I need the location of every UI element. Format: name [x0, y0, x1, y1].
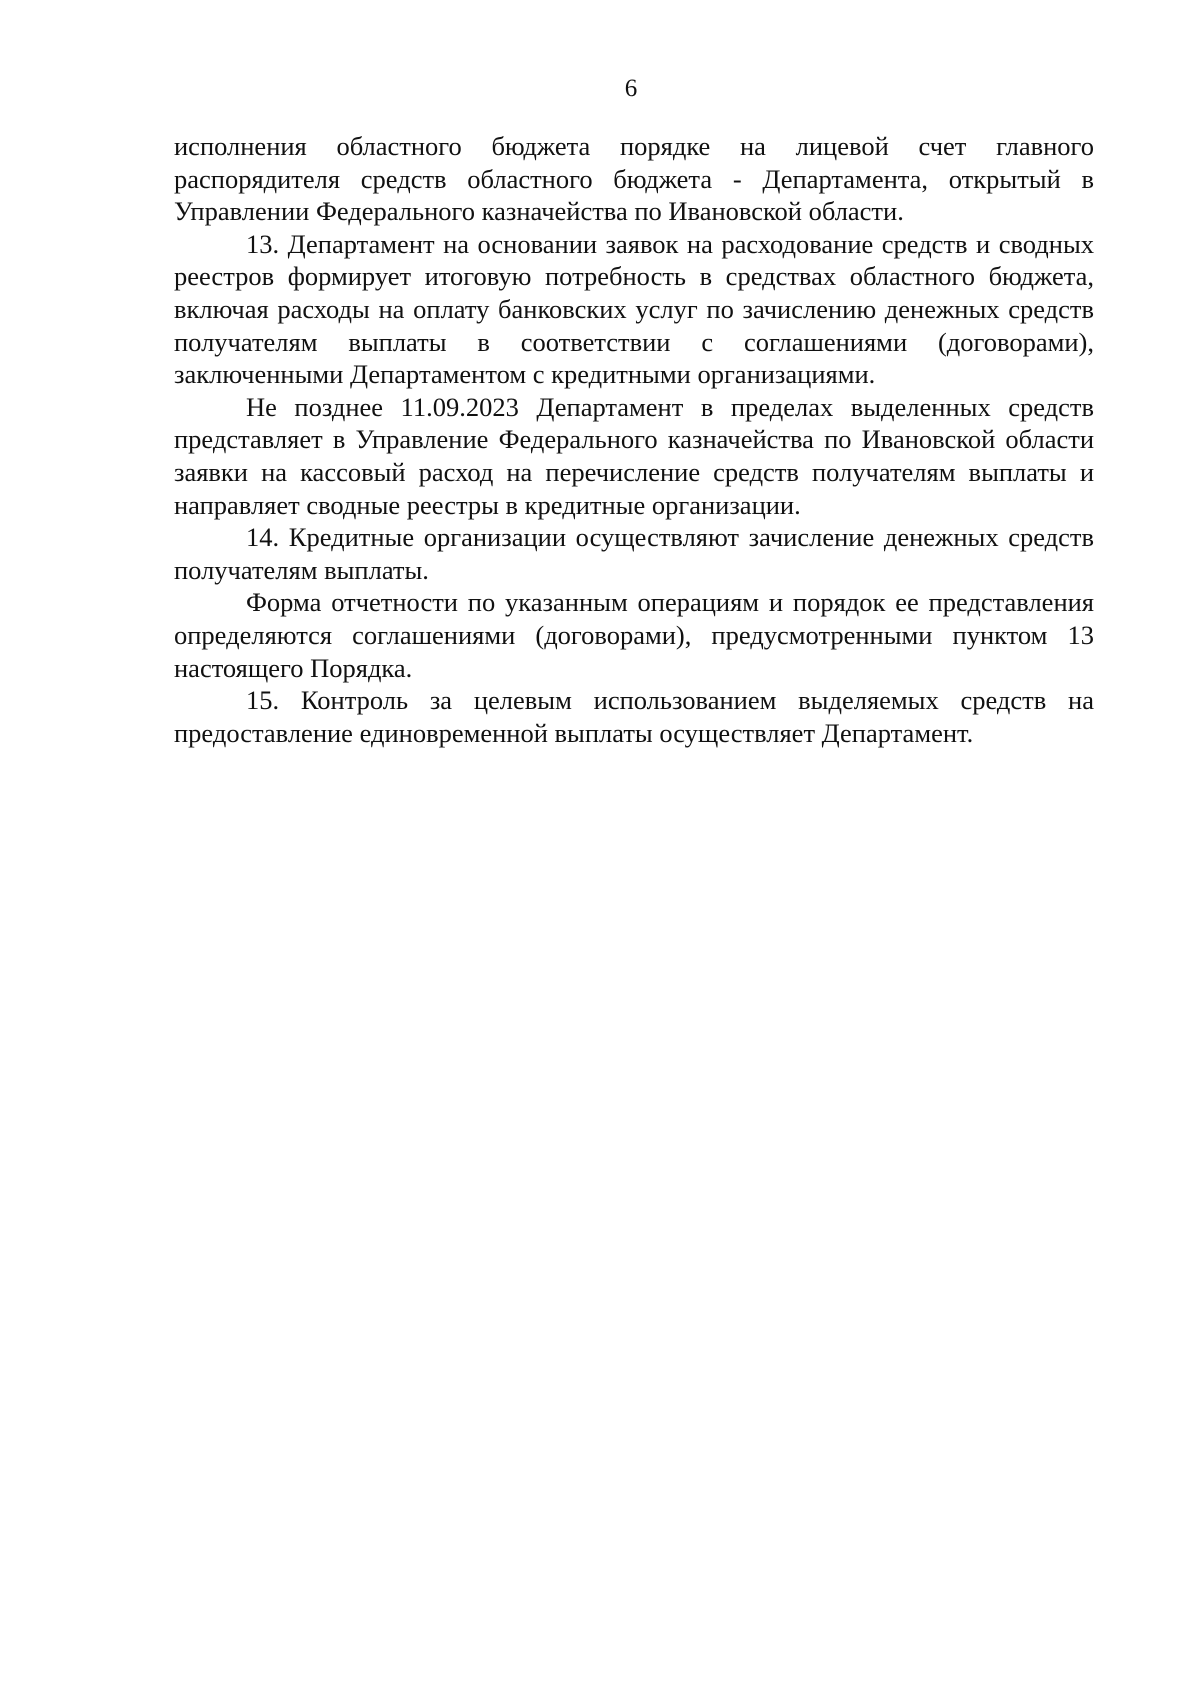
paragraph-item-13: 13. Департамент на основании заявок на расходование средств и сводных реестров формирует итоговую потребность в средствах областного бюджета, включая расходы на оплату банковских услуг по зачислению денежных средств получателям выплаты в соответствии с соглашениями (договорами), заключенными Департаментом с кредитными организациями.	[174, 228, 1094, 390]
paragraph-continuation: исполнения областного бюджета порядке на лицевой счет главного распорядителя средств областного бюджета - Департамента, открытый в Управлении Федерального казначейства по Ивановской области.	[174, 131, 1094, 227]
paragraph-item-14: 14. Кредитные организации осуществляют зачисление денежных средств получателям выплаты.	[174, 522, 1094, 585]
paragraph-item-15: 15. Контроль за целевым использованием выделяемых средств на предоставление единовременной выплаты осуществляет Департамент.	[174, 685, 1094, 748]
paragraph-reporting-form: Форма отчетности по указанным операциям и порядок ее представления определяются соглашениями (договорами), предусмотренными пунктом 13 настоящего Порядка.	[174, 587, 1094, 683]
document-body	[174, 130, 1094, 749]
page-number: 6	[624, 75, 638, 102]
paragraph-deadline: Не позднее 11.09.2023 Департамент в пределах выделенных средств представляет в Управление Федерального казначейства по Ивановской области заявки на кассовый расход на перечисление средств получателям выплаты и направляет сводные реестры в кредитные организации.	[174, 391, 1094, 520]
